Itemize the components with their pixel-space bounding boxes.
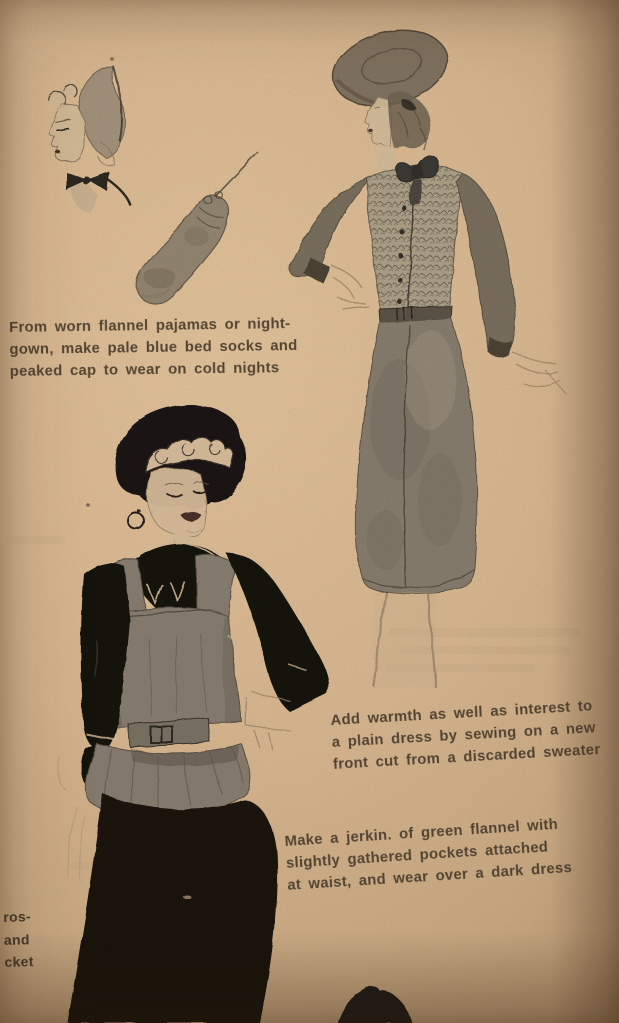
edge-text-fragments: ros- and cket	[3, 908, 34, 970]
caption-bed-socks: From worn flannel pajamas or night- gown, make pale blue bed socks and peaked cap to wear on cold nights	[9, 316, 298, 380]
caption-sweater-front: Add warmth as well as interest to a plain dress by sewing on a new front cut from a discarded sweater	[330, 698, 601, 773]
caption-jerkin: Make a jerkin. of green flannel with slightly gathered pockets attached at waist, and wear over a dark dress	[284, 816, 573, 894]
